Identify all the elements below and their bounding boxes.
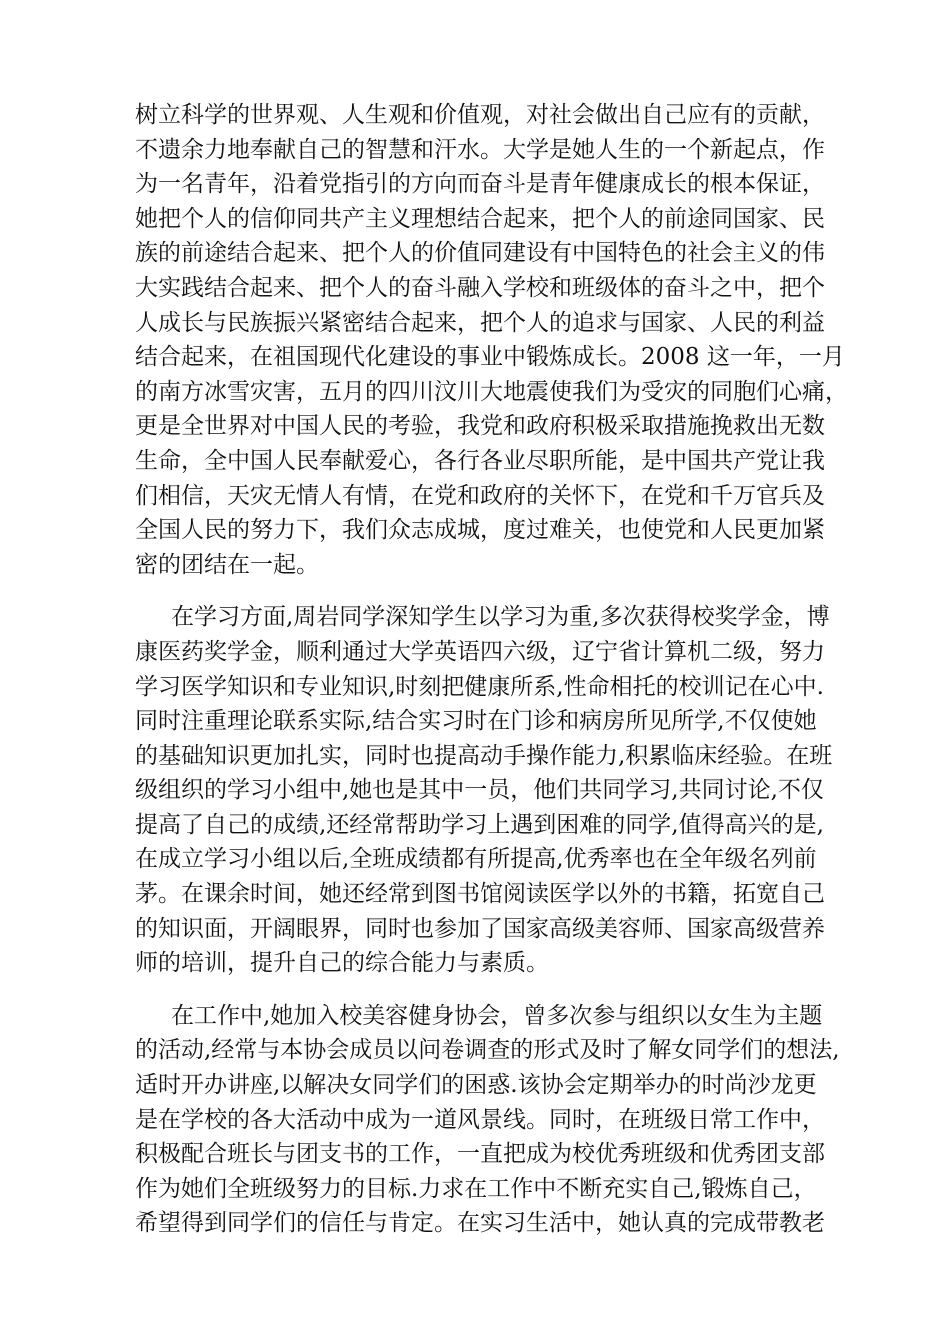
text-line: 作为她们全班级努力的目标.力求在工作中不断充实自己,锻炼自己，	[135, 1175, 817, 1202]
text-line: 在学习方面,周岩同学深知学生以学习为重,多次获得校奖学金，博	[171, 604, 830, 631]
paragraph-2	[135, 600, 833, 981]
text-line: 适时开办讲座,以解决女同学们的困惑.该协会定期举办的时尚沙龙更	[135, 1072, 817, 1099]
text-line: 在工作中,她加入校美容健身协会，曾多次参与组织以女生为主题	[171, 1002, 823, 1029]
text-line: 的基础知识更加扎实，同时也提高动手操作能力,积累临床经验。在班	[135, 742, 833, 769]
text-line: 生命，全中国人民奉献爱心，各行各业尽职所能，是中国共产党让我	[135, 447, 825, 474]
text-line: 她把个人的信仰同共产主义理想结合起来，把个人的前途同国家、民	[135, 205, 825, 232]
paragraph-spacer	[135, 981, 825, 999]
text-line: 结合起来，在祖国现代化建设的事业中锻炼成长。2008 这一年，一月	[135, 344, 845, 371]
text-line: 提高了自己的成绩,还经常帮助学习上遇到困难的同学,值得高兴的是,	[135, 811, 824, 838]
text-line: 全国人民的努力下，我们众志成城，度过难关，也使党和人民更加紧	[135, 517, 825, 544]
document-body	[135, 98, 848, 1241]
text-line: 积极配合班长与团支书的工作，一直把成为校优秀班级和优秀团支部	[135, 1141, 825, 1168]
paragraph-spacer	[135, 582, 825, 600]
text-line: 在成立学习小组以后,全班成绩都有所提高,优秀率也在全年级名列前	[135, 846, 817, 873]
text-line: 康医药奖学金，顺利通过大学英语四六级，辽宁省计算机二级，努力	[135, 638, 825, 665]
text-line: 们相信，天灾无情人有情，在党和政府的关怀下，在党和千万官兵及	[135, 482, 825, 509]
text-line: 更是全世界对中国人民的考验，我党和政府积极采取措施挽救出无数	[135, 413, 825, 440]
text-line: 师的培训，提升自己的综合能力与素质。	[135, 950, 549, 977]
text-line: 的知识面，开阔眼界，同时也参加了国家高级美容师、国家高级营养	[135, 915, 825, 942]
text-line: 学习医学知识和专业知识,时刻把健康所系,性命相托的校训记在心中.	[135, 673, 824, 700]
text-line: 的南方冰雪灾害，五月的四川汶川大地震使我们为受灾的同胞们心痛，	[135, 378, 848, 405]
text-line: 茅。在课余时间，她还经常到图书馆阅读医学以外的书籍，拓宽自己	[135, 881, 825, 908]
text-line: 不遗余力地奉献自己的智慧和汗水。大学是她人生的一个新起点，作	[135, 136, 825, 163]
text-line: 密的团结在一起。	[135, 551, 319, 578]
text-line: 人成长与民族振兴紧密结合起来，把个人的追求与国家、人民的利益	[135, 309, 825, 336]
text-line: 级组织的学习小组中,她也是其中一员，他们共同学习,共同讨论,不仅	[135, 777, 824, 804]
paragraph-3	[135, 999, 840, 1241]
text-line: 族的前途结合起来、把个人的价值同建设有中国特色的社会主义的伟	[135, 240, 825, 267]
text-line: 同时注重理论联系实际,结合实习时在门诊和病房所见所学,不仅使她	[135, 708, 817, 735]
text-line: 树立科学的世界观、人生观和价值观，对社会做出自己应有的贡献，	[135, 102, 825, 128]
text-line: 大实践结合起来、把个人的奋斗融入学校和班级体的奋斗之中，把个	[135, 274, 825, 301]
text-line: 的活动,经常与本协会成员以问卷调查的形式及时了解女同学们的想法,	[135, 1037, 840, 1064]
paragraph-1	[135, 98, 848, 582]
text-line: 为一名青年，沿着党指引的方向而奋斗是青年健康成长的根本保证，	[135, 171, 825, 198]
text-line: 是在学校的各大活动中成为一道风景线。同时，在班级日常工作中，	[135, 1106, 825, 1133]
text-line: 希望得到同学们的信任与肯定。在实习生活中，她认真的完成带教老	[135, 1210, 825, 1237]
